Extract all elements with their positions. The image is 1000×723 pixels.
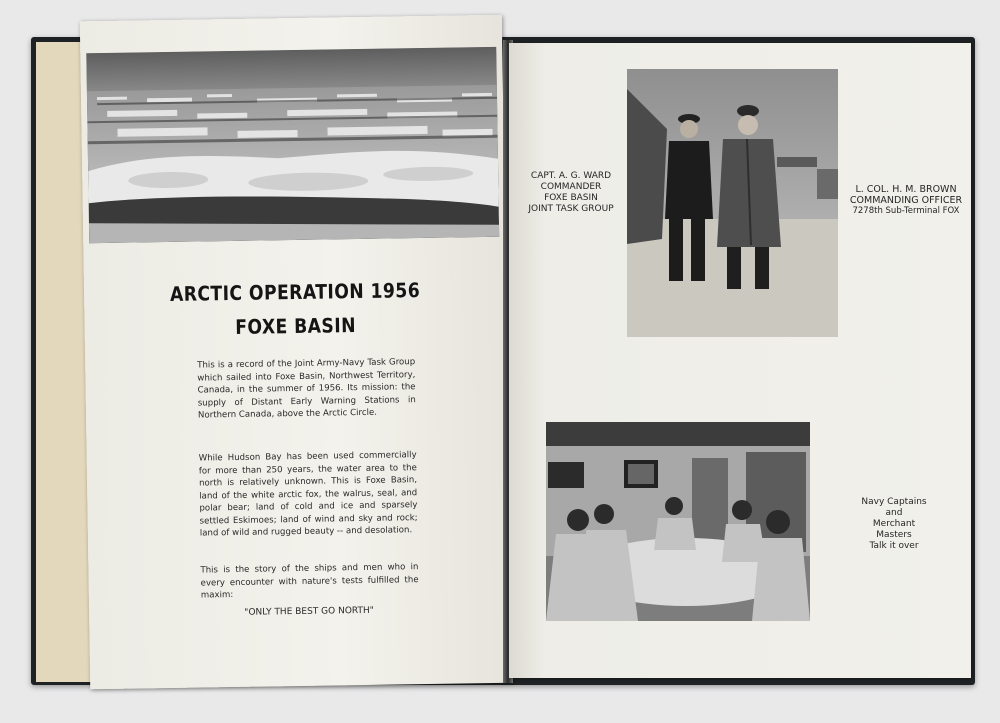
page-title-line-1: ARCTIC OPERATION 1956 (169, 278, 421, 306)
right-page (509, 43, 971, 678)
intro-paragraph-1: This is a record of the Joint Army-Navy Task Group which sailed into Foxe Basin, Northwest Territory, Canada, in the summer of 1956. Its mission: the supply of Distant Early Warning Stations in Northern Canada, above the Arctic Circle. (197, 357, 416, 421)
intro-paragraph-3: This is the story of the ships and men who in every encounter with nature's tests fulfilled the maxim: (200, 562, 419, 601)
officers-photo (627, 69, 838, 337)
intro-paragraph-2: While Hudson Bay has been used commercially for more than 250 years, the water area to the north is relatively unknown. This is Foxe Basin, land of the white arctic fox, the walrus, seal, and polar bear; land of cold and ice and sparsely settled Eskimoes; land of wind and sky and rock; land of wild and rugged beauty -- and desolation. (198, 450, 418, 539)
page-title-line-2: FOXE BASIN (235, 313, 357, 339)
caption-col-brown: L. COL. H. M. BROWN COMMANDING OFFICER 7278th Sub-Terminal FOX (849, 184, 963, 216)
arctic-ice-photo (86, 47, 499, 243)
caption-capt-ward: CAPT. A. G. WARD COMMANDER FOXE BASIN JOINT TASK GROUP (528, 171, 614, 214)
left-page (80, 15, 512, 690)
motto: "ONLY THE BEST GO NORTH" (244, 605, 374, 618)
meeting-photo (546, 422, 810, 621)
caption-navy-captains: Navy Captains and Merchant Masters Talk it over (861, 497, 927, 551)
